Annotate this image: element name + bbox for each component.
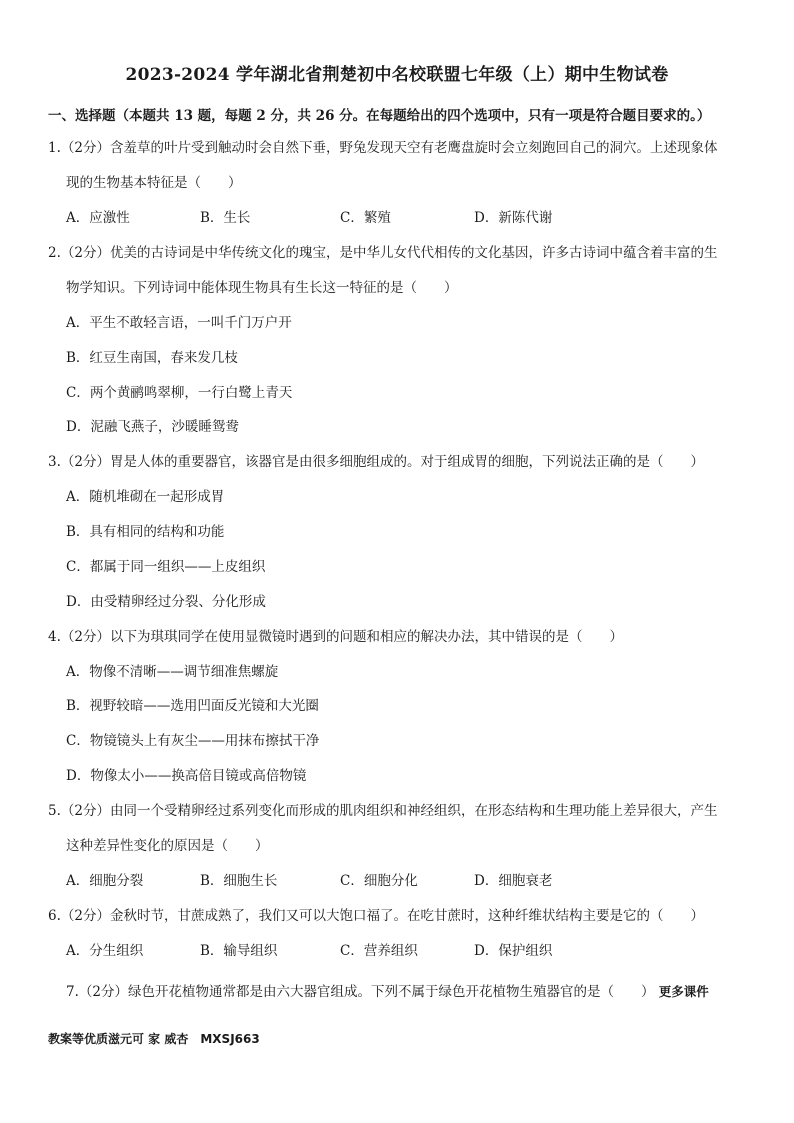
question-1-option-d: D．新陈代谢 xyxy=(474,210,553,226)
question-4-option-c: C．物镜镜头上有灰尘——用抹布擦拭干净 xyxy=(66,733,320,749)
question-3-line-1: 3.（2分）胃是人体的重要器官，该器官是由很多细胞组成的。对于组成胃的细胞，下列说法正确的是（ ） xyxy=(48,454,704,470)
question-1-option-a: A．应激性 xyxy=(66,210,130,226)
question-6-option-b: B．输导组织 xyxy=(200,943,278,959)
question-6-option-d: D．保护组织 xyxy=(474,943,553,959)
question-3-option-a: A．随机堆砌在一起形成胃 xyxy=(66,489,225,505)
question-2-option-d: D．泥融飞燕子，沙暖睡鸳鸯 xyxy=(66,419,239,435)
question-4-option-b: B．视野较暗——选用凹面反光镜和大光圈 xyxy=(66,698,319,714)
question-2-option-a: A．平生不敢轻言语，一叫千门万户开 xyxy=(66,315,292,331)
question-3-option-c: C．都属于同一组织——上皮组织 xyxy=(66,559,266,575)
section-heading: 一、选择题（本题共 13 题，每题 2 分，共 26 分。在每题给出的四个选项中，只有一项是符合题目要求的。） xyxy=(48,108,711,124)
question-5-option-d: D．细胞衰老 xyxy=(474,873,553,889)
question-6-option-a: A．分生组织 xyxy=(66,943,144,959)
question-1-option-c: C．繁殖 xyxy=(340,210,391,226)
question-5-option-b: B．细胞生长 xyxy=(200,873,278,889)
question-1-line-1: 1.（2分）含羞草的叶片受到触动时会自然下垂，野兔发现天空有老鹰盘旋时会立刻跑回自己的洞穴。上述现象体 xyxy=(48,140,718,156)
question-6-line-1: 6.（2分）金秋时节，甘蔗成熟了，我们又可以大饱口福了。在吃甘蔗时，这种纤维状结构主要是它的（ ） xyxy=(48,908,704,924)
question-1-line-2: 现的生物基本特征是（ ） xyxy=(66,175,242,191)
page-title: 2023-2024 学年湖北省荆楚初中名校联盟七年级（上）期中生物试卷 xyxy=(125,65,669,85)
footer-ad: 教案等优质滋元可 家 威杏 MXSJ663 xyxy=(48,1032,260,1046)
question-2-line-2: 物学知识。下列诗词中能体现生物具有生长这一特征的是（ ） xyxy=(66,280,458,296)
question-5-line-2: 这种差异性变化的原因是（ ） xyxy=(66,838,269,854)
question-5-option-c: C．细胞分化 xyxy=(340,873,418,889)
question-7-line-1 xyxy=(66,983,709,1001)
question-2-option-b: B．红豆生南国，春来发几枝 xyxy=(66,350,238,366)
question-4-option-d: D．物像太小——换高倍目镜或高倍物镜 xyxy=(66,768,307,784)
question-7-text: 7.（2分）绿色开花植物通常都是由六大器官组成。下列不属于绿色开花植物生殖器官的是（ ） xyxy=(66,984,655,1000)
question-3-option-b: B．具有相同的结构和功能 xyxy=(66,524,225,540)
more-courseware-link[interactable]: 更多课件 xyxy=(658,984,709,999)
question-1-option-b: B．生长 xyxy=(200,210,251,226)
question-4-line-1: 4.（2分）以下为琪琪同学在使用显微镜时遇到的问题和相应的解决办法，其中错误的是（ ） xyxy=(48,629,623,645)
question-3-option-d: D．由受精卵经过分裂、分化形成 xyxy=(66,594,266,610)
question-2-option-c: C．两个黄鹂鸣翠柳，一行白鹭上青天 xyxy=(66,385,293,401)
question-5-line-1: 5.（2分）由同一个受精卵经过系列变化而形成的肌肉组织和神经组织，在形态结构和生理功能上差异很大，产生 xyxy=(48,803,718,819)
question-4-option-a: A．物像不清晰——调节细准焦螺旋 xyxy=(66,664,279,680)
question-2-line-1: 2.（2分）优美的古诗词是中华传统文化的瑰宝，是中华儿女代代相传的文化基因，许多古诗词中蕴含着丰富的生 xyxy=(48,245,718,261)
question-6-option-c: C．营养组织 xyxy=(340,943,418,959)
question-5-option-a: A．细胞分裂 xyxy=(66,873,144,889)
